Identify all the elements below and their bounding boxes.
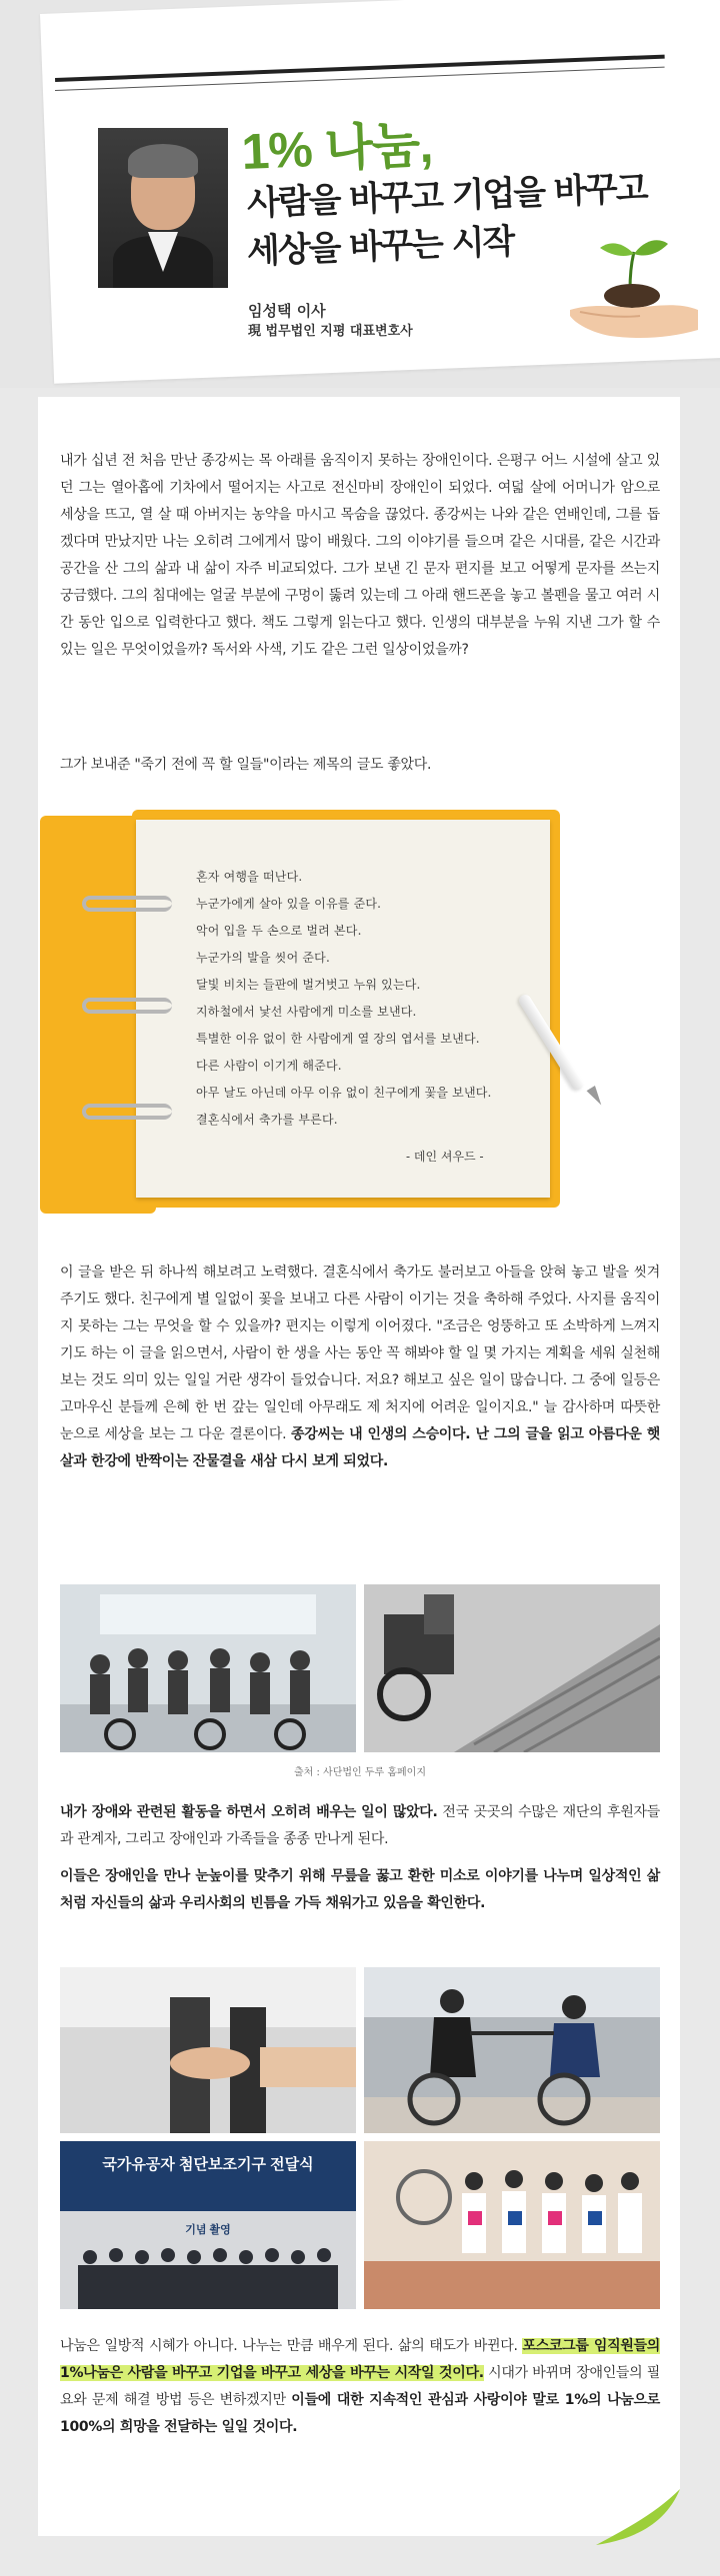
notebook-ring: [82, 1104, 172, 1120]
page-curl-icon: [596, 2489, 680, 2545]
poem-line: 혼자 여행을 떠난다.: [196, 870, 303, 884]
notebook-ring: [82, 998, 172, 1014]
stair-lift-photo-icon: [364, 1584, 660, 1752]
poem-line: 누군가에게 살아 있을 이유를 준다.: [196, 897, 382, 911]
header: [0, 0, 720, 388]
paragraph-conclusion: 나눔은 일방적 시혜가 아니다. 나누는 만큼 배우게 된다. 삶의 태도가 바뀐다. 포스코그룹 임직원들의 1%나눔은 사람을 바꾸고 기업을 바꾸고 세상을 바꾸는 시작일 것이다. 시대가 바뀌며 장애인들의 필요와 문제 해결 방법 등은 변하겠지만 이들에 대한 지속적인 관심과 사랑이야 말로 1%의 나눔으로 100%의 희망을 전달하는 일일 것이다.: [60, 2338, 660, 2435]
author-name: 임성택 이사: [248, 302, 326, 320]
poem-notebook: [36, 810, 666, 1222]
photo-caption: 출처 : 사단법인 두루 홈페이지: [293, 1767, 426, 1778]
ceremony-photo-icon: [60, 2141, 356, 2309]
poem-line: 다른 사람이 이기게 해준다.: [196, 1059, 342, 1073]
group-photo-icon: [60, 1584, 356, 1752]
ceremony-sub-text: 기념 촬영: [185, 2224, 231, 2236]
wheelchair-dance-icon: [364, 1967, 660, 2133]
pen-tip: [586, 1086, 605, 1108]
volunteers-photo-icon: [364, 2141, 660, 2309]
page-subtitle-line2: 세상을 바꾸는 시작: [246, 221, 515, 272]
author-role: 現 법무법인 지평 대표변호사: [248, 324, 413, 339]
author-portrait: [98, 128, 228, 288]
poem-line: 결혼식에서 축가를 부른다.: [196, 1113, 338, 1127]
paragraph-intro: 내가 십년 전 처음 만난 종강씨는 목 아래를 움직이지 못하는 장애인이다. 은평구 어느 시설에 살고 있던 그는 열아홉에 기차에서 떨어지는 사고로 전신마비 장애인이 되었다. 여덟 살에 어머니가 암으로 세상을 뜨고, 열 살 때 아버지는 농약을 마시고 목숨을 끊었다. 종강씨는 나와 같은 연배인데, 그를 돕겠다며 만났지만 나는 오히려 그에게서 많이 배웠다. 그의 이야기를 들으며 같은 시대를, 같은 시간과 공간을 산 그의 삶과 내 삶이 자주 비교되었다. 그가 보낸 긴 문자 편지를 보고 어떻게 문자를 쓰는지 궁금했다. 그의 침대에는 얼굴 부분에 구멍이 뚫려 있는데 그 아래 핸드폰을 놓고 볼펜을 물고 여러 시간 동안 입으로 입력한다고 했다. 책도 그렇게 읽는다고 했다. 인생의 대부분을 누워 지낸 그가 할 수 있는 일은 무엇이었을까? 독서와 사색, 기도 같은 그런 일상이었을까?: [60, 453, 660, 658]
paragraph-learning: 내가 장애와 관련된 활동을 하면서 오히려 배우는 일이 많았다. 전국 곳곳의 수많은 재단의 후원자들과 관계자, 그리고 장애인과 가족들을 종종 만나게 된다.: [60, 1804, 660, 1847]
page-title: 1% 나눔,: [240, 116, 434, 180]
ceremony-banner-text: 국가유공자 첨단보조기구 전달식: [102, 2156, 314, 2173]
poem-line: 누군가의 발을 씻어 준다.: [196, 951, 330, 965]
poem-line: 달빛 비치는 들판에 벌거벗고 누워 있는다.: [196, 978, 421, 992]
poem-author: - 데인 셔우드 -: [406, 1150, 484, 1164]
prosthetic-fitting-icon: [60, 1967, 356, 2133]
notebook-ring: [82, 896, 172, 912]
paragraph-community: 이들은 장애인을 만나 눈높이를 맞추기 위해 무릎을 꿇고 환한 미소로 이야기를 나누며 일상적인 삶처럼 자신들의 삶과 우리사회의 빈틈을 가득 채워가고 있음을 확인한다.: [60, 1868, 660, 1911]
sprout-in-hand-icon: [560, 220, 700, 350]
poem-line: 특별한 이유 없이 한 사람에게 열 장의 엽서를 보낸다.: [196, 1032, 480, 1046]
paragraph-letter: 이 글을 받은 뒤 하나씩 해보려고 노력했다. 결혼식에서 축가도 불러보고 아들을 앉혀 놓고 발을 씻겨 주기도 했다. 친구에게 별 일없이 꽃을 보내고 다른 사람이 이기는 것을 축하해 주었다. 사지를 움직이지 못하는 그는 무엇을 할 수 있을까? 편지는 이렇게 이어졌다. "조금은 엉뚱하고 또 소박하게 느껴지기도 하는 이 글을 읽으면서, 사람이 한 생을 사는 동안 꼭 해봐야 할 일 몇 가지는 계획을 세워 실천해 보는 것도 의미 있는 일일 거란 생각이 들었습니다. 저요? 해보고 싶은 일이 많습니다. 그 중에 일등은 고마우신 분들께 은혜 한 번 갚는 일인데 아무래도 제 처지에 어려운 일이지요." 늘 감사하며 따뜻한 눈으로 세상을 보는 그 다운 결론이다. 종강씨는 내 인생의 스승이다. 난 그의 글을 읽고 아름다운 햇살과 한강에 반짝이는 잔물결을 새삼 다시 보게 되었다.: [60, 1265, 661, 1469]
poem-line: 악어 입을 두 손으로 벌려 본다.: [196, 924, 362, 938]
paragraph-poem-intro: 그가 보내준 "죽기 전에 꼭 할 일들"이라는 제목의 글도 좋았다.: [60, 757, 432, 773]
poem-line: 아무 날도 아닌데 아무 이유 없이 친구에게 꽃을 보낸다.: [196, 1086, 492, 1100]
poem-line: 지하철에서 낯선 사람에게 미소를 보낸다.: [196, 1005, 417, 1019]
page-subtitle-line1: 사람을 바꾸고 기업을 바꾸고: [246, 168, 648, 224]
